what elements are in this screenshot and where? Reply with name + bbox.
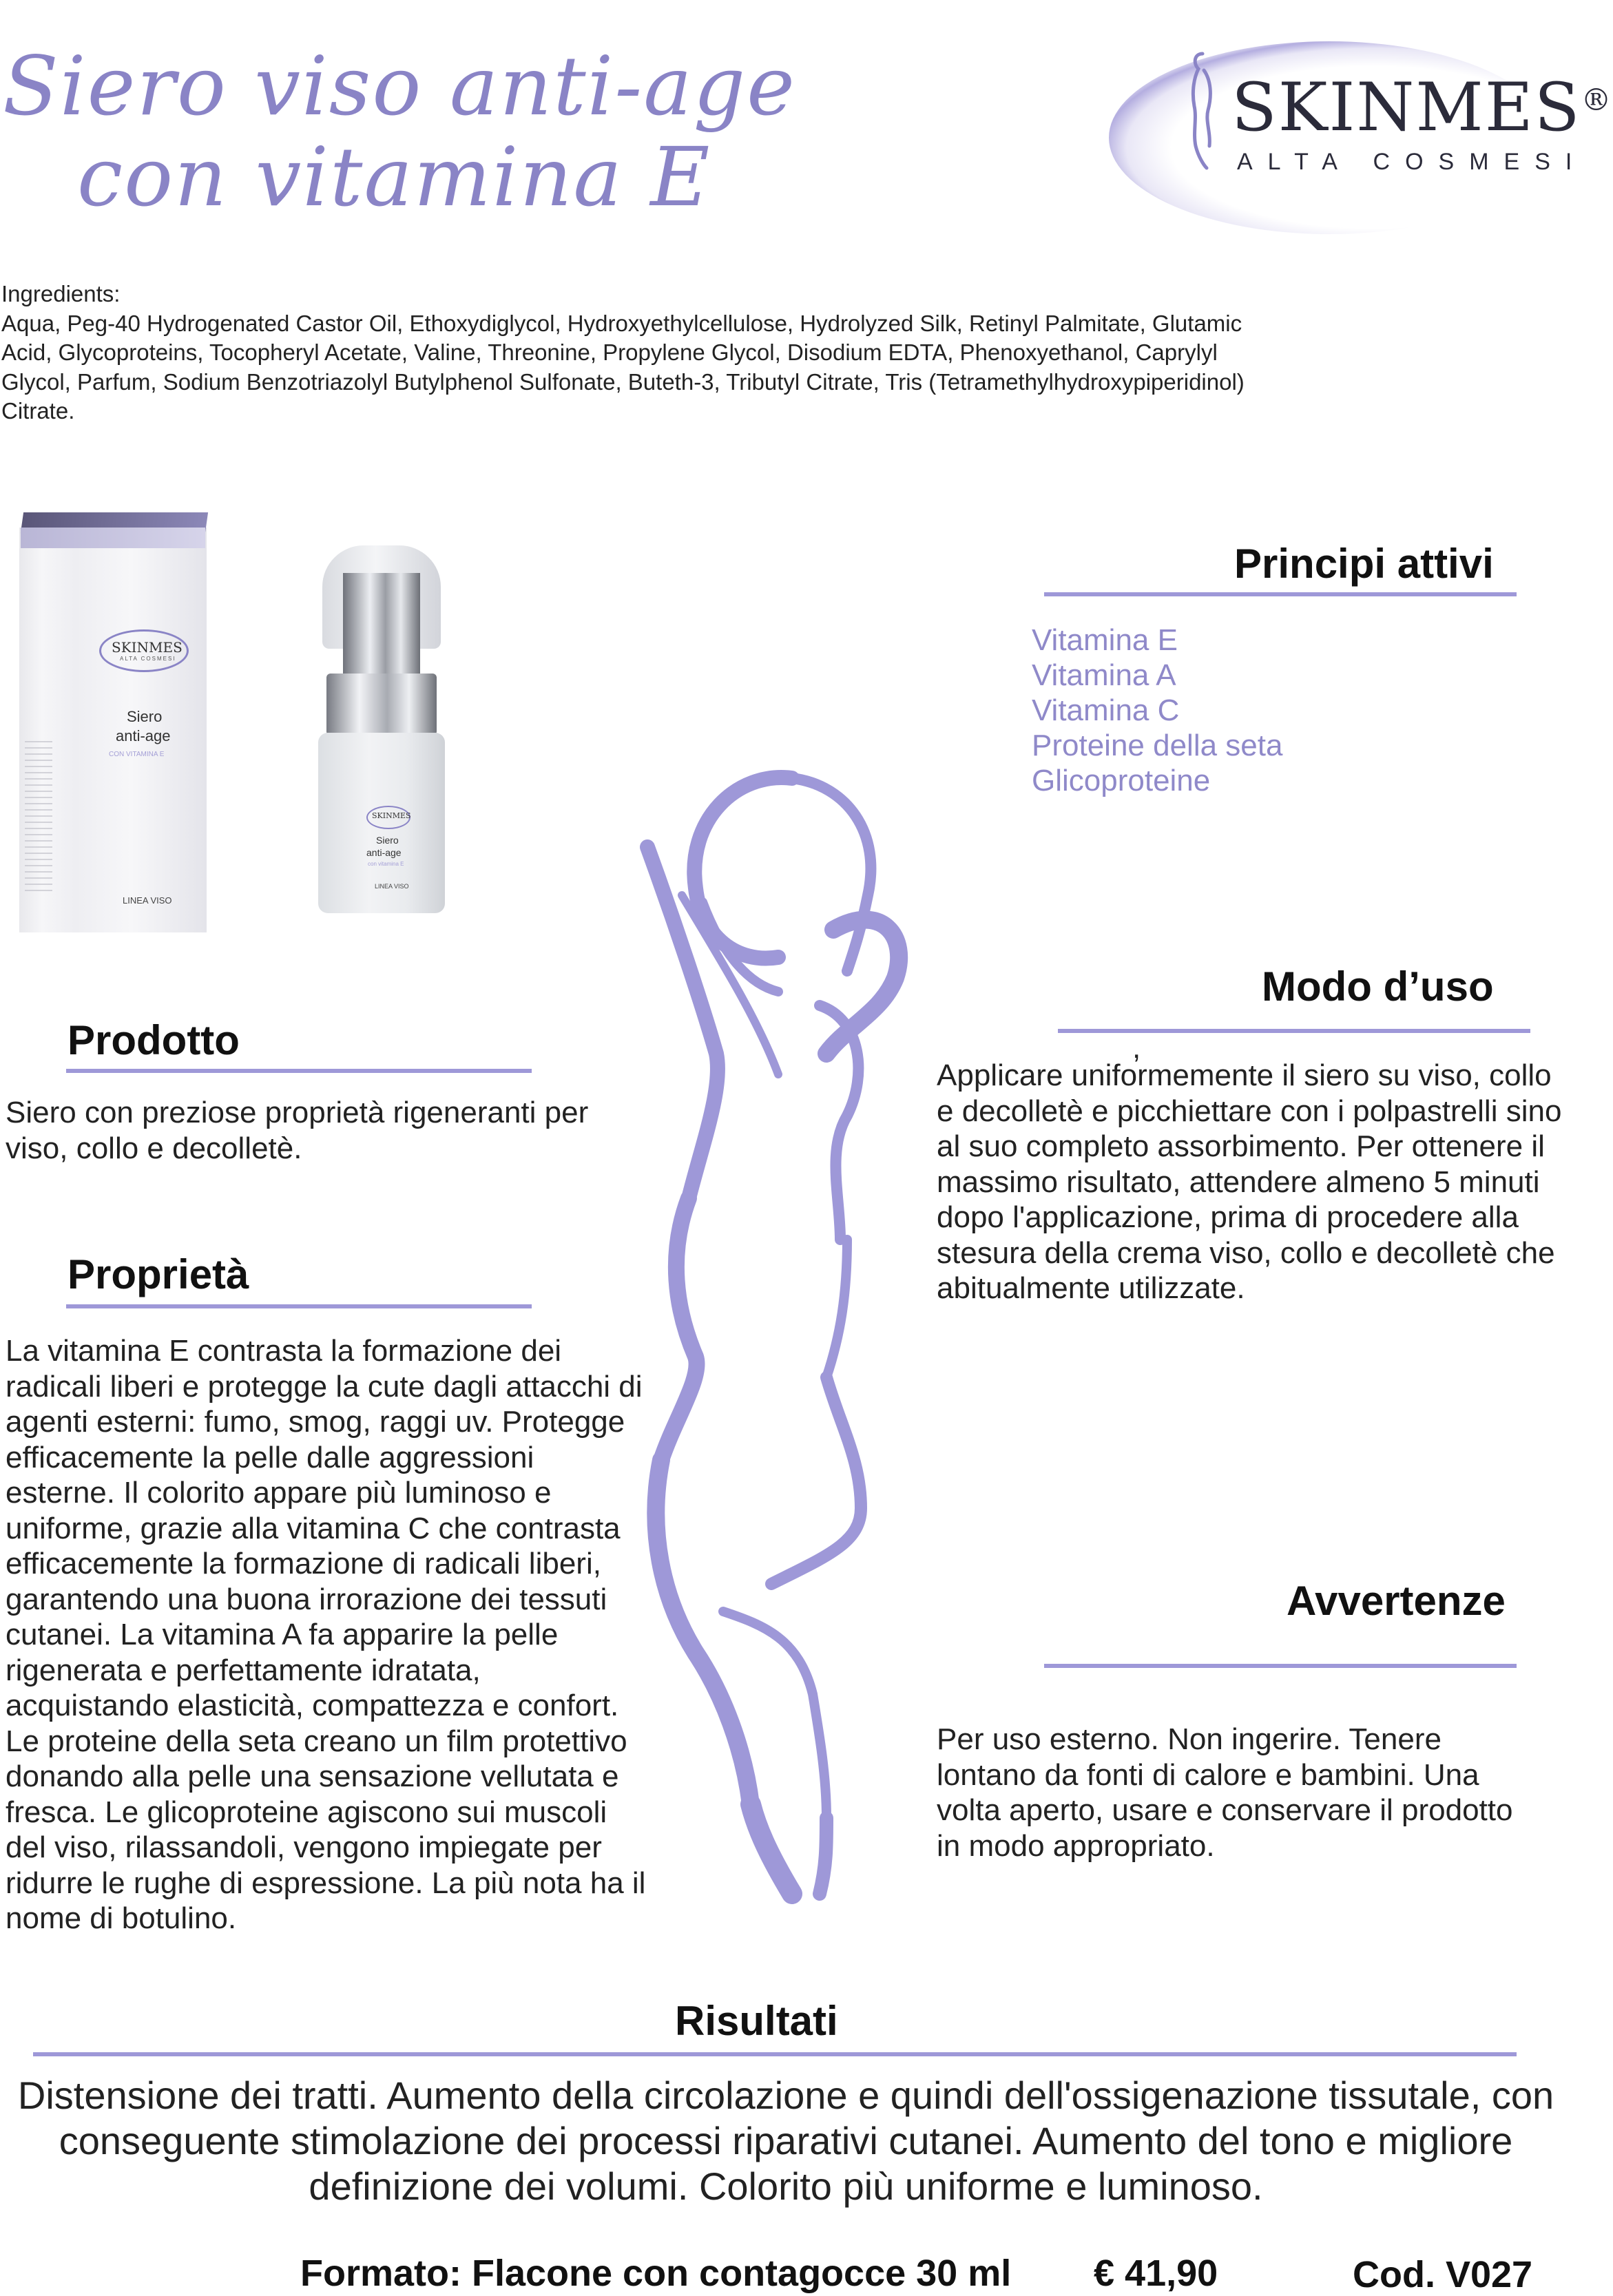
bottle-name-line1: Siero [376,835,399,846]
logo-registered-mark: ® [1581,83,1613,118]
ingredients-block [1,280,1255,426]
ingredients-text: Aqua, Peg-40 Hydrogenated Castor Oil, Ethoxydiglycol, Hydroxyethylcellulose, Hydrolyzed Silk, Retinyl Palmitate, Glutamic Acid, Glycoproteins, Tocopheryl Acetate, Valine, Threonine, Propylene Glycol, Disodium EDTA, Phenoxyethanol, Caprylyl Glycol, Parfum, Sodium Benzotriazolyl Butylphenol Sulfonate, Buteth-3, Tributyl Citrate, Tris (Tetramethylhydroxypiperidinol) Citrate. [1,310,1245,424]
logo-brand: SKINMES® [1231,69,1613,146]
principle-item: Vitamina C [1032,693,1180,727]
risultati-heading: Risultati [675,1998,838,2044]
modo-rule [1058,1029,1530,1033]
avvertenze-rule [1044,1664,1517,1668]
principle-item: Proteine della seta [1032,729,1283,762]
logo-figure-icon [1183,50,1222,171]
principle-item: Vitamina E [1032,623,1178,657]
product-code: Cod. V027 [1353,2254,1533,2295]
box-line: LINEA VISO [123,895,172,906]
proprieta-text: La vitamina E contrasta la formazione dei radicali liberi e protegge la cute dagli attacchi di agenti esterni: fumo, smog, raggi uv. Protegge efficacemente la pelle dalle aggressioni esterne. Il colorito appare più luminoso e uniforme, grazie alla vitamina C che contrasta efficacemente la formazione di radicali liberi, garantendo una buona irrorazione dei tessuti cutanei. La vitamina A fa apparire la pelle rigenerata e perfettamente idratata, acquistando elasticità, compattezza e confort. Le proteine della seta creano un film protettivo donando alla pelle una sensazione vellutata e fresca. Le glicoproteine agiscono sui muscoli del viso, rilassandoli, vengono impiegate per ridurre le rughe di espressione. La più nota ha il nome di botulino. [6,1334,646,1935]
bottle-line: LINEA VISO [375,883,409,890]
modo-heading: Modo d’uso [1262,963,1494,1010]
box-sub: CON VITAMINA E [109,751,165,758]
avvertenze-text: Per uso esterno. Non ingerire. Tenere lontano da fonti di calore e bambini. Una volta aperto, usare e conservare il prodotto in modo appropriato. [937,1722,1513,1863]
title-line-1: Siero viso anti-age [3,39,796,134]
formato-text: Formato: Flacone con contagocce 30 ml [300,2253,1012,2294]
prodotto-rule [66,1069,532,1073]
proprieta-rule [66,1304,532,1308]
modo-text: Applicare uniformemente il siero su viso, collo e decolletè e picchiettare con i polpastrelli sino al suo completo assorbimento. Per ottenere il massimo risultato, attendere almeno 5 minuti dopo l'applicazione, prima di procedere alla stesura della crema viso, collo e decolletè che abitualmente utilizzate. [937,1058,1562,1305]
ingredients-label: Ingredients: [1,281,121,306]
title-line-2: con vitamina E [77,129,711,225]
risultati-rule [33,2052,1517,2056]
principi-rule [1044,592,1517,596]
box-name-line1: Siero [127,708,163,725]
bottle-brand: SKINMES [372,811,411,820]
box-brand: SKINMES [112,639,183,656]
box-tagline: ALTA COSMESI [120,656,176,662]
product-box-image [19,512,207,932]
bottle-sub: con vitamina E [368,861,404,867]
prodotto-heading: Prodotto [67,1017,240,1063]
modo-mark: , [1132,1031,1141,1065]
principi-list [1032,623,1472,798]
prodotto-text: Siero con preziose proprietà rigeneranti per viso, collo e decolletè. [6,1096,589,1165]
proprieta-heading: Proprietà [67,1251,249,1297]
bottle-name-line2: anti-age [366,847,402,858]
principle-item: Glicoproteine [1032,764,1211,797]
box-name-line2: anti-age [116,727,171,744]
price-text: € 41,90 [1094,2253,1218,2294]
avvertenze-heading: Avvertenze [1287,1578,1506,1624]
principi-heading: Principi attivi [1234,541,1494,587]
principle-item: Vitamina A [1032,658,1176,692]
female-silhouette-illustration [620,730,937,1914]
logo-tagline: ALTA COSMESI [1237,149,1588,175]
product-bottle-image [318,545,445,913]
risultati-text: Distensione dei tratti. Aumento della circolazione e quindi dell'ossigenazione tissutale, con conseguente stimolazione dei processi riparativi cutanei. Aumento del tono e migliore definizione dei volumi. Colorito più uniforme e luminoso. [17,2074,1554,2208]
